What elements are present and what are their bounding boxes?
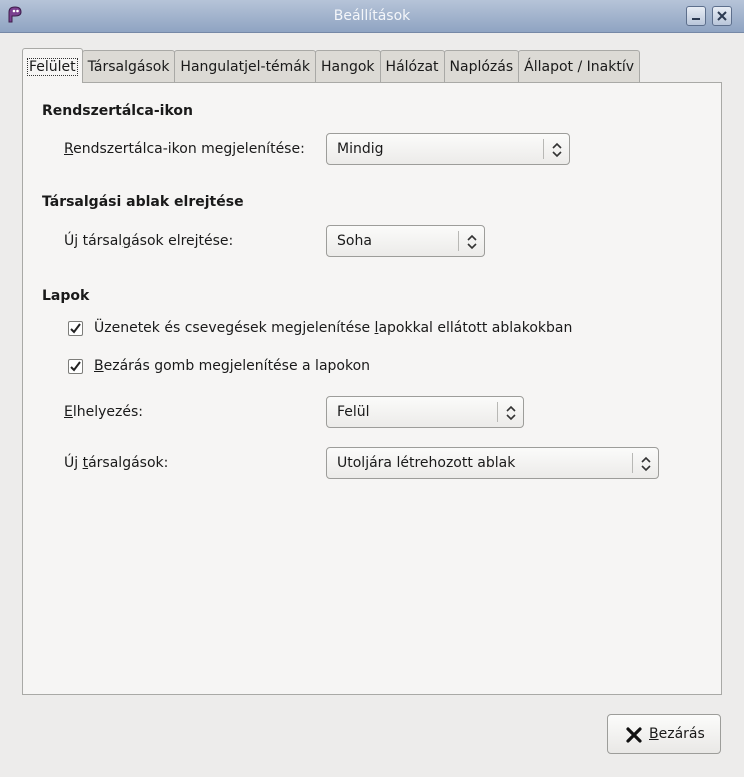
minimize-icon [690,10,702,22]
tab-hangulatjel-temak[interactable]: Hangulatjel-témák [174,50,316,82]
tray-show-combo[interactable] [326,133,570,165]
close-icon [716,10,728,22]
hide-value: Soha [337,233,372,249]
tray-heading: Rendszertálca-ikon [42,103,193,119]
hide-combo[interactable] [326,225,485,257]
chevron-updown-icon [467,234,477,250]
tab-allapot-inaktiv[interactable]: Állapot / Inaktív [518,50,640,82]
tab-naplozas[interactable]: Naplózás [444,50,520,82]
minimize-button[interactable] [686,6,706,26]
new-conversations-combo[interactable] [326,447,659,479]
tab-bar [22,48,639,82]
tab-halozat[interactable]: Hálózat [380,50,445,82]
placement-label: Elhelyezés: [64,404,143,420]
tray-show-label: Rendszertálca-ikon megjelenítése: [64,141,305,157]
new-conversations-value: Utoljára létrehozott ablak [337,455,516,471]
tabs-heading: Lapok [42,288,90,304]
hide-label: Új társalgások elrejtése: [64,233,234,249]
checkmark-icon [70,323,81,334]
placement-value: Felül [337,404,370,420]
tray-show-value: Mindig [337,141,384,157]
close-button-label: Bezárás [649,726,705,742]
tabs-checkbox-label[interactable]: Üzenetek és csevegések megjelenítése lapokkal ellátott ablakokban [94,320,573,336]
close-window-button[interactable] [712,6,732,26]
tab-hangok[interactable]: Hangok [315,50,381,82]
placement-combo[interactable] [326,396,524,428]
new-conversations-label: Új társalgások: [64,455,169,471]
chevron-updown-icon [552,142,562,158]
close-button-checkbox-label[interactable]: Bezárás gomb megjelenítése a lapokon [94,358,371,374]
checkmark-icon [70,361,81,372]
hide-heading: Társalgási ablak elrejtése [42,194,244,210]
tabs-checkbox[interactable] [68,321,83,336]
tab-tarsalgasok[interactable]: Társalgások [82,50,176,82]
tab-felulet[interactable]: Felület [22,48,83,83]
close-x-icon [626,727,642,743]
chevron-updown-icon [641,456,651,472]
tab-panel [22,82,722,695]
chevron-updown-icon [506,405,516,421]
close-button-checkbox[interactable] [68,359,83,374]
window-title: Beállítások [333,8,411,24]
title-bar[interactable] [0,0,744,33]
close-button[interactable] [607,714,721,754]
